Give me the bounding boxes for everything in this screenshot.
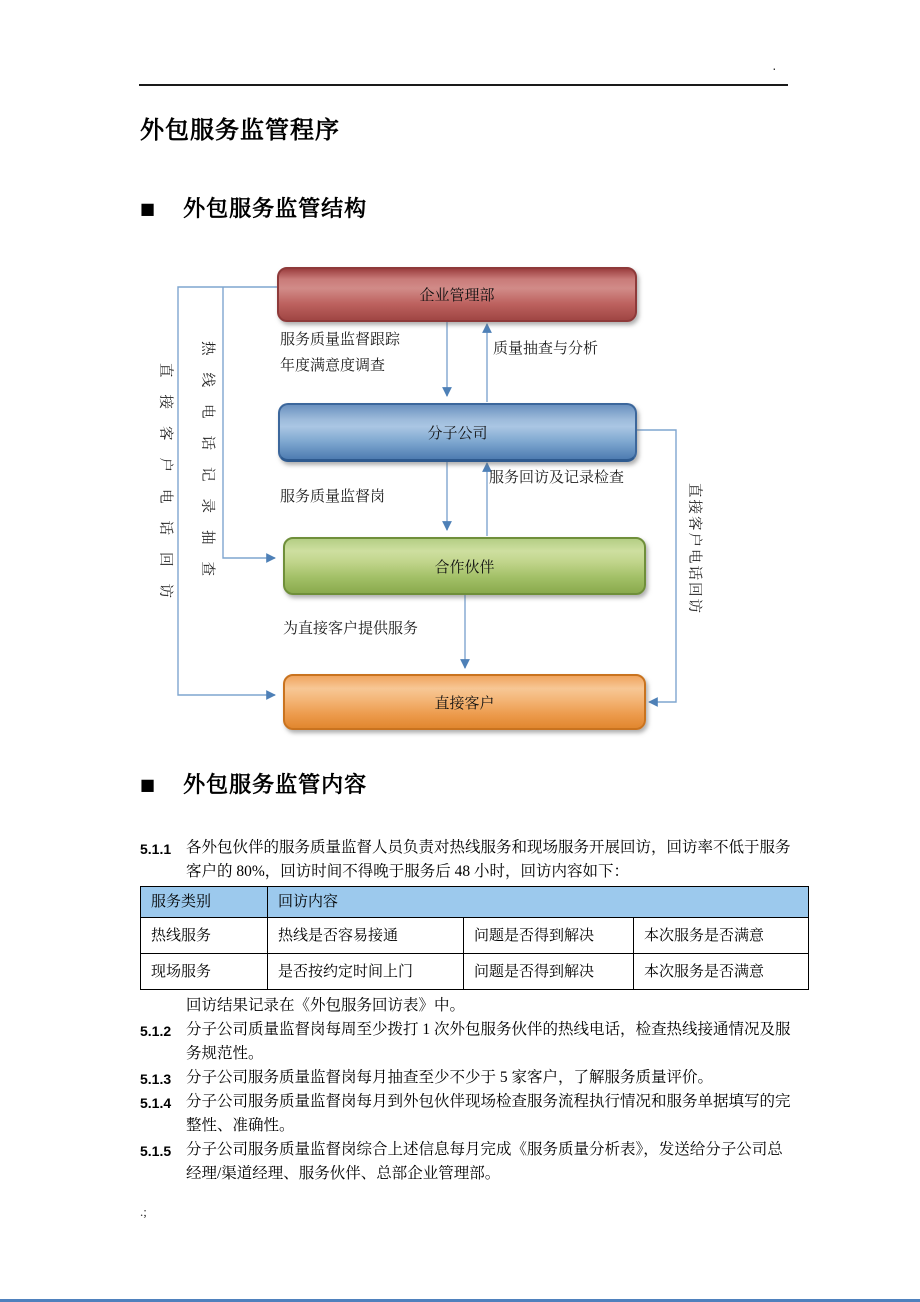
node-label: 企业管理部 <box>419 288 495 304</box>
edge-label-visit-check: 服务回访及记录检查 <box>489 470 625 486</box>
paragraph-number: 5.1.2 <box>140 1023 172 1039</box>
node-label: 合作伙伴 <box>434 559 495 576</box>
paragraph-number: 5.1.4 <box>140 1095 172 1111</box>
header-rule <box>139 84 788 86</box>
cell: 现场服务 <box>141 954 268 990</box>
table-row <box>141 954 809 990</box>
col-header-review-content: 回访内容 <box>268 887 809 918</box>
paragraph-text: 分子公司服务质量监督岗综合上述信息每月完成《服务质量分析表》，发送给分子公司总经理/渠道经理、服务伙伴、总部企业管理部。 <box>186 1141 783 1182</box>
paragraph-5-1-1 <box>140 836 792 884</box>
node-enterprise-management <box>277 267 637 322</box>
paragraph-text: 分子公司服务质量监督岗每月到外包伙伴现场检查服务流程执行情况和服务单据填写的完整性、准确性。 <box>186 1093 791 1134</box>
edge-label-right-customer-callback: 直接客户电话回访 <box>686 483 702 615</box>
cell: 问题是否得到解决 <box>464 954 634 990</box>
section-heading-content <box>140 768 367 799</box>
paragraph-number: 5.1.1 <box>140 841 172 857</box>
paragraph-number: 5.1.5 <box>140 1143 172 1159</box>
node-label: 分子公司 <box>427 425 488 442</box>
paragraph-text: 各外包伙伴的服务质量监督人员负责对热线服务和现场服务开展回访，回访率不低于服务客户的 80%，回访时间不得晚于服务后 48 小时，回访内容如下： <box>186 839 791 880</box>
edge-label-hotline-record-check: 热线电话记录抽查 <box>199 341 215 593</box>
paragraph-5-1-3 <box>140 1066 792 1090</box>
edge-label-quality-post: 服务质量监督岗 <box>280 489 386 505</box>
paragraph-5-1-2 <box>140 1018 792 1066</box>
edge-label-left-customer-callback: 直接客户电话回访 <box>157 363 173 615</box>
node-subsidiary-company <box>278 403 637 462</box>
review-content-table <box>140 886 809 990</box>
node-label: 直接客户 <box>434 695 495 712</box>
square-bullet-icon: ■ <box>140 199 157 218</box>
cell: 热线是否容易接通 <box>268 918 464 954</box>
table-row <box>141 918 809 954</box>
section-heading-structure <box>140 192 367 223</box>
col-header-service-type: 服务类别 <box>141 887 268 918</box>
cell: 问题是否得到解决 <box>464 918 634 954</box>
section-heading-text: 外包服务监管内容 <box>183 772 368 797</box>
node-direct-customer <box>283 674 646 730</box>
paragraph-text: 分子公司服务质量监督岗每月抽查至少不少于 5 家客户，了解服务质量评价。 <box>186 1069 714 1086</box>
supervision-structure-diagram <box>140 255 800 770</box>
table-header-row <box>141 887 809 918</box>
paragraph-5-1-4 <box>140 1090 792 1138</box>
supervision-content-body <box>140 836 792 1186</box>
edge-label-quality-tracking: 服务质量监督跟踪 年度满意度调查 <box>280 332 401 374</box>
cell: 是否按约定时间上门 <box>268 954 464 990</box>
section-heading-text: 外包服务监管结构 <box>183 196 368 221</box>
cell: 本次服务是否满意 <box>634 954 809 990</box>
square-bullet-icon: ■ <box>140 775 157 794</box>
page-title: 外包服务监管程序 <box>140 118 340 144</box>
edge-label-quality-sampling: 质量抽查与分析 <box>493 341 599 357</box>
edge-label-provide-service: 为直接客户提供服务 <box>283 621 419 637</box>
stray-punctuation-mark: .; <box>140 1204 147 1219</box>
paragraph-5-1-5 <box>140 1138 792 1186</box>
header-mark: · <box>772 60 777 76</box>
node-partner <box>283 537 646 595</box>
table-note: 回访结果记录在《外包服务回访表》中。 <box>186 997 466 1014</box>
cell: 本次服务是否满意 <box>634 918 809 954</box>
paragraph-text: 分子公司质量监督岗每周至少拨打 1 次外包服务伙伴的热线电话，检查热线接通情况及服务规范性。 <box>186 1021 791 1062</box>
paragraph-number: 5.1.3 <box>140 1071 172 1087</box>
cell: 热线服务 <box>141 918 268 954</box>
